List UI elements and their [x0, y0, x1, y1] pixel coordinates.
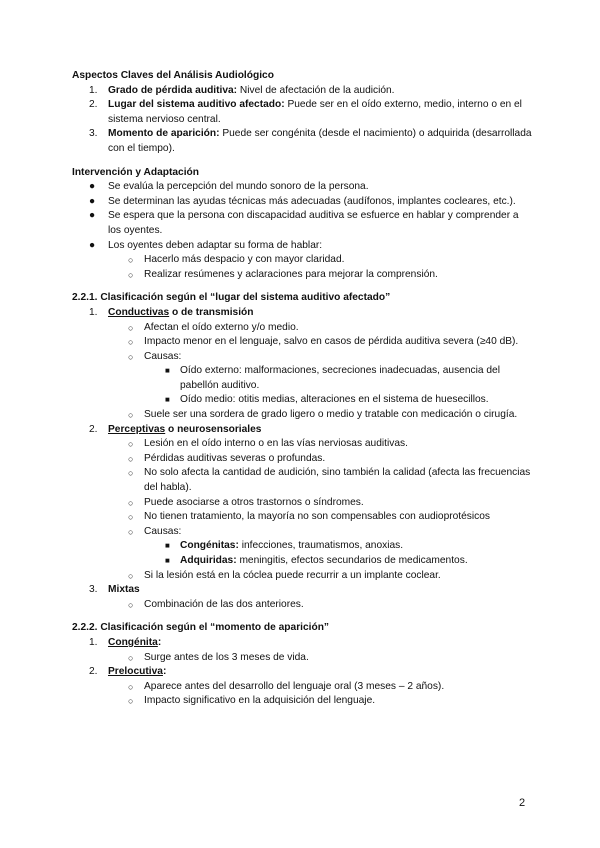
list-item: 1. Conductivas o de transmisión ○ Afectan el oído externo y/o medio. ○ Impacto menor en el lenguaje, salvo en casos de pérdida auditiva severa (≥40 dB). ○ Causas: ■ Oído externo: malformaciones, secreciones inadecuadas, ausencia del pabellón auditivo. ■ Oído medio: otitis medias, alteraciones en el sistema de huesecillos. ○ Suele ser una sordera de grado ligero o medio y tratable con medicación o cirugía.	[72, 306, 532, 423]
cause-item: ■ Oído medio: otitis medias, alteraciones en el sistema de huesecillos.	[165, 394, 489, 406]
section-location-classification	[72, 291, 532, 612]
cause-item: ■ Congénitas: infecciones, traumatismos, anoxias.	[165, 540, 404, 552]
cause-item: ■ Oído externo: malformaciones, secreciones inadecuadas, ausencia del pabellón auditivo.	[165, 365, 500, 391]
section-intervention	[72, 166, 532, 283]
sub-list-item: ○ Afectan el oído externo y/o medio.	[128, 321, 299, 333]
section-title: 2.2.2. Clasificación según el “momento de aparición”	[72, 622, 330, 634]
list-item: ● Se evalúa la percepción del mundo sonoro de la persona.	[89, 181, 369, 193]
document-page	[72, 69, 532, 718]
sub-list-item: ○ No solo afecta la cantidad de audición, sino también la calidad (afecta las frecuencias del habla).	[128, 467, 531, 494]
list-item: 1. Grado de pérdida auditiva: Nivel de afectación de la audición.	[89, 84, 395, 96]
section-title: Intervención y Adaptación	[72, 166, 199, 178]
sub-list-item: ○ Impacto menor en el lenguaje, salvo en casos de pérdida auditiva severa (≥40 dB).	[128, 336, 519, 348]
sub-list-item: ○ Puede asociarse a otros trastornos o síndromes.	[128, 496, 364, 508]
sub-list-item: ○ Si la lesión está en la cóclea puede recurrir a un implante coclear.	[128, 569, 441, 581]
section-onset-classification	[72, 621, 532, 709]
sub-list-item: ○ Impacto significativo en la adquisición del lenguaje.	[128, 695, 376, 707]
list-item: 1. Congénita: ○ Surge antes de los 3 meses de vida.	[72, 636, 532, 665]
list-item: 3. Mixtas ○ Combinación de las dos anteriores.	[72, 583, 532, 612]
section-title: 2.2.1. Clasificación según el “lugar del sistema auditivo afectado”	[72, 292, 391, 304]
sub-list-item: ○ Hacerlo más despacio y con mayor claridad.	[128, 254, 345, 266]
section-title: Aspectos Claves del Análisis Audiológico	[72, 70, 274, 81]
sub-list-item: ○ Realizar resúmenes y aclaraciones para mejorar la comprensión.	[128, 268, 438, 280]
list-item: 3. Momento de aparición: Puede ser congénita (desde el nacimiento) o adquirida (desarrollada con el tiempo).	[89, 128, 532, 154]
sub-list-item: ○ Suele ser una sordera de grado ligero o medio y tratable con medicación o cirugía.	[128, 409, 518, 421]
sub-list-item: ○ No tienen tratamiento, la mayoría no son compensables con audioprotésicos	[128, 511, 491, 523]
sub-list-item: ○ Aparece antes del desarrollo del lenguaje oral (3 meses – 2 años).	[128, 680, 445, 692]
list-item: 2. Prelocutiva: ○ Aparece antes del desarrollo del lenguaje oral (3 meses – 2 años). ○ Impacto significativo en la adquisición del lenguaje.	[72, 665, 532, 709]
sub-list-item: ○ Causas: ■ Congénitas: infecciones, traumatismos, anoxias. ■ Adquiridas: meningitis, efectos secundarios de medicamentos.	[108, 525, 532, 569]
sub-list-item: ○ Causas: ■ Oído externo: malformaciones, secreciones inadecuadas, ausencia del pabellón auditivo. ■ Oído medio: otitis medias, alteraciones en el sistema de huesecillos.	[108, 350, 532, 408]
list-item: ● Los oyentes deben adaptar su forma de hablar: ○ Hacerlo más despacio y con mayor claridad. ○ Realizar resúmenes y aclaraciones para mejorar la comprensión.	[72, 239, 532, 283]
list-item: 2. Lugar del sistema auditivo afectado: Puede ser en el oído externo, medio, interno o en el sistema nervioso central.	[89, 99, 522, 125]
sub-list-item: ○ Surge antes de los 3 meses de vida.	[128, 651, 309, 663]
list-item: ● Se espera que la persona con discapacidad auditiva se esfuerce en hablar y comprender a los oyentes.	[89, 210, 519, 236]
sub-list-item: ○ Combinación de las dos anteriores.	[128, 598, 304, 610]
page-number: 2	[519, 797, 526, 809]
sub-list-item: ○ Lesión en el oído interno o en las vías nerviosas auditivas.	[128, 438, 408, 450]
cause-item: ■ Adquiridas: meningitis, efectos secundarios de medicamentos.	[165, 555, 468, 566]
list-item: 2. Perceptivas o neurosensoriales ○ Lesión en el oído interno o en las vías nerviosas auditivas. ○ Pérdidas auditivas severas o profundas. ○ No solo afecta la cantidad de audición, sino también la calidad (afecta las frecuencias del habla). ○ Puede asociarse a otros trastornos o síndromes. ○ No tienen tratamiento, la mayoría no son compensables con audioprotésicos ○ Causas: ■ Congénitas: infecciones, traumatismos, anoxias. ■ Adquiridas: meningitis, efectos secundarios de medicamentos. ○ Si la lesión está en la cóclea puede recurrir a un implante coclear.	[72, 423, 532, 584]
sub-list-item: ○ Pérdidas auditivas severas o profundas.	[128, 452, 326, 464]
list-item: ● Se determinan las ayudas técnicas más adecuadas (audífonos, implantes cocleares, etc.).	[89, 195, 516, 207]
section-key-aspects	[72, 69, 532, 157]
